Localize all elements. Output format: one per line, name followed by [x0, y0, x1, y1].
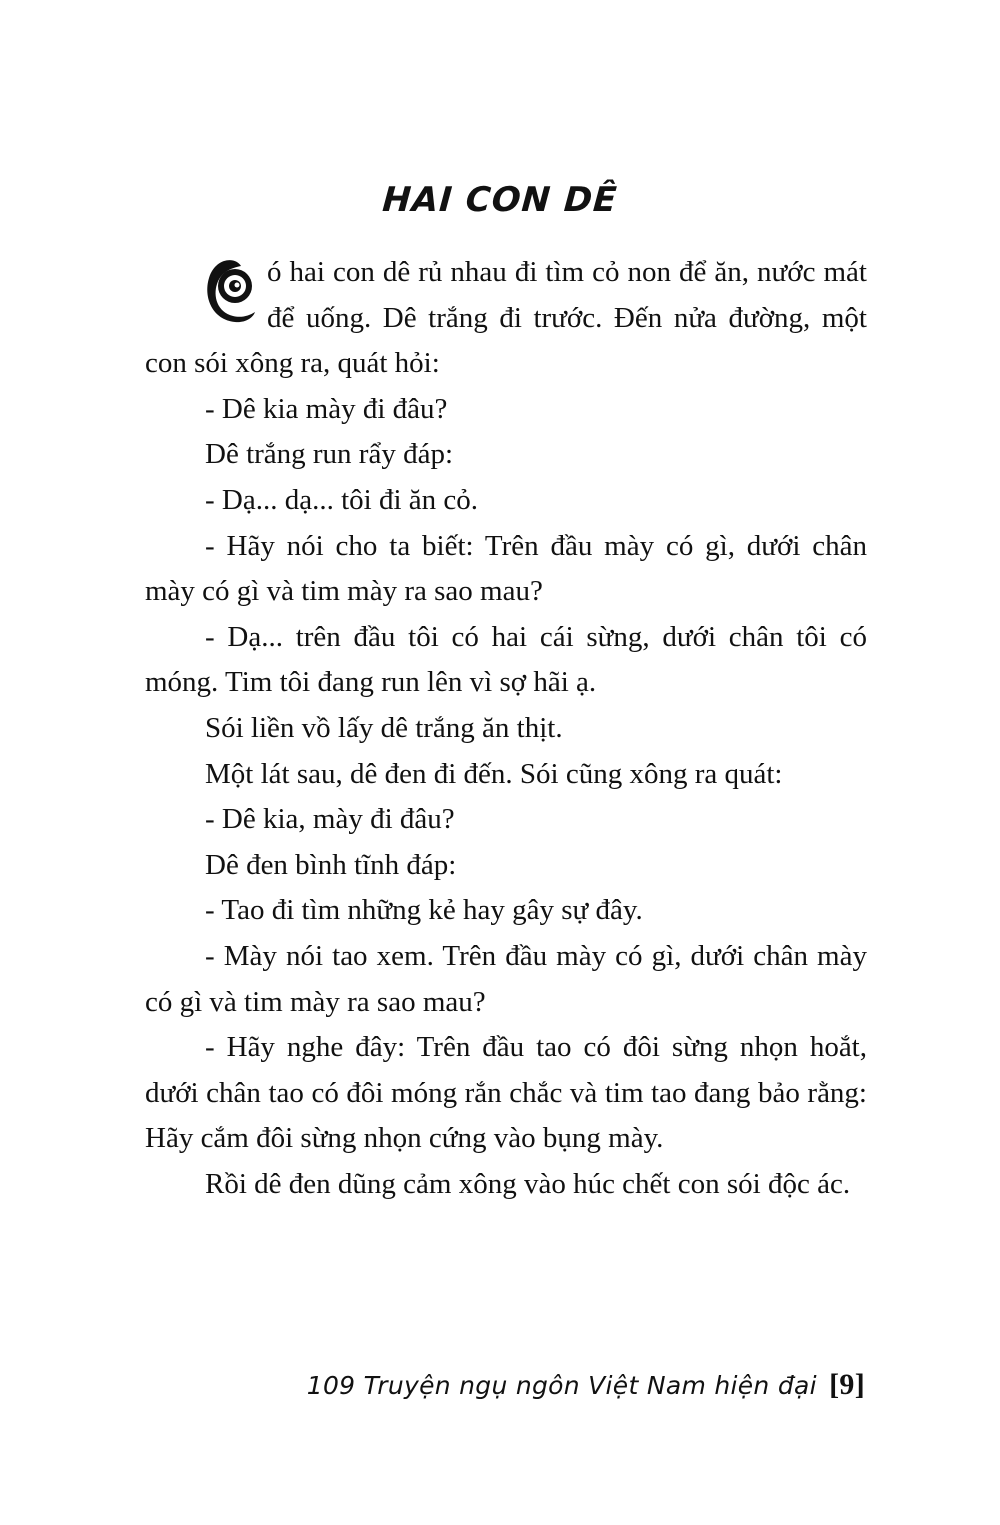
- page-footer: [307, 1368, 865, 1402]
- paragraph-13: - Hãy nghe đây: Trên đầu tao có đôi sừng nhọn hoắt, dưới chân tao có đôi móng rắn chắc và tim tao đang bảo rằng: Hãy cắm đôi sừng nhọn cứng vào bụng mày.: [145, 1031, 867, 1155]
- paragraph-12: - Mày nói tao xem. Trên đầu mày có gì, dưới chân mày có gì và tim mày ra sao mau?: [145, 939, 867, 1018]
- paragraph-9: - Dê kia, mày đi đâu?: [205, 803, 455, 836]
- paragraph-10: Dê đen bình tĩnh đáp:: [205, 848, 457, 881]
- dropcap-c-ornament: [201, 254, 259, 336]
- story-title: HAI CON DÊ: [381, 180, 619, 220]
- paragraph-5: - Hãy nói cho ta biết: Trên đầu mày có gì, dưới chân mày có gì và tim mày ra sao mau?: [145, 529, 867, 608]
- paragraph-6: - Dạ... trên đầu tôi có hai cái sừng, dưới chân tôi có móng. Tim tôi đang run lên vì sợ hãi ạ.: [145, 620, 867, 699]
- page-number: [9]: [829, 1368, 865, 1401]
- paragraph-2: - Dê kia mày đi đâu?: [205, 392, 448, 425]
- paragraph-7: Sói liền vồ lấy dê trắng ăn thịt.: [205, 711, 563, 744]
- paragraph-8: Một lát sau, dê đen đi đến. Sói cũng xông ra quát:: [205, 757, 783, 790]
- paragraph-3: Dê trắng run rẩy đáp:: [205, 438, 454, 471]
- book-title: 109 Truyện ngụ ngôn Việt Nam hiện đại: [306, 1371, 817, 1400]
- paragraph-11: - Tao đi tìm những kẻ hay gây sự đây.: [205, 894, 643, 927]
- paragraph-14: Rồi dê đen dũng cảm xông vào húc chết con sói độc ác.: [205, 1167, 851, 1200]
- paragraph-1: ó hai con dê rủ nhau đi tìm cỏ non để ăn, nước mát để uống. Dê trắng đi trước. Đến nửa đường, một con sói xông ra, quát hỏi:: [145, 256, 867, 380]
- paragraph-4: - Dạ... dạ... tôi đi ăn cỏ.: [205, 483, 479, 516]
- story-body: [145, 250, 867, 1207]
